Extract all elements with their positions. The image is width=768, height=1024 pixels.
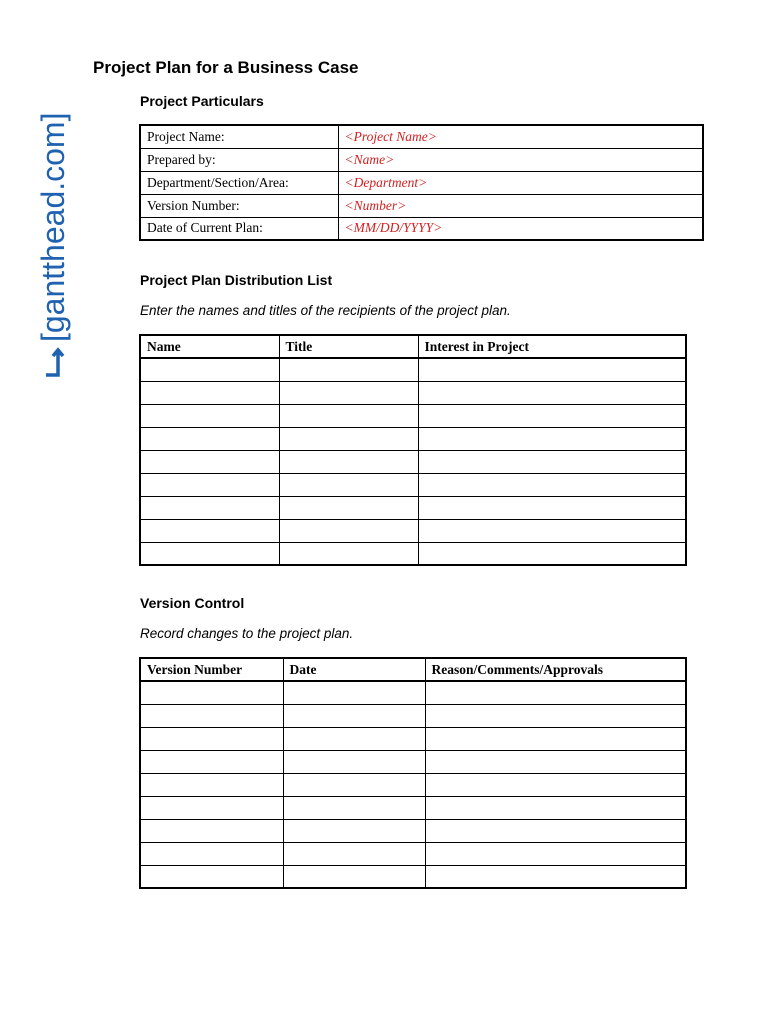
date-of-plan-field[interactable]: <MM/DD/YYYY> [338,217,703,240]
table-cell[interactable] [140,404,279,427]
table-cell[interactable] [140,750,283,773]
table-cell[interactable] [140,496,279,519]
table-row [140,496,686,519]
department-field[interactable]: <Department> [338,171,703,194]
table-cell[interactable] [425,819,686,842]
logo-text: [gantthead.com] [35,112,71,342]
table-cell[interactable] [140,727,283,750]
table-row [140,381,686,404]
date-of-plan-label: Date of Current Plan: [140,217,338,240]
table-row [140,404,686,427]
table-cell[interactable] [140,381,279,404]
table-cell[interactable] [418,519,686,542]
table-cell[interactable] [140,542,279,565]
table-cell[interactable] [425,750,686,773]
table-row [140,727,686,750]
table-row [140,704,686,727]
table-cell[interactable] [283,842,425,865]
version-control-instruction: Record changes to the project plan. [140,626,354,641]
project-name-field[interactable]: <Project Name> [338,125,703,148]
table-row [140,358,686,381]
table-cell[interactable] [140,773,283,796]
table-cell[interactable] [283,819,425,842]
table-row [140,865,686,888]
table-cell[interactable] [140,358,279,381]
table-cell[interactable] [283,727,425,750]
table-cell[interactable] [418,542,686,565]
table-row [140,542,686,565]
distribution-list-table [139,334,687,566]
department-label: Department/Section/Area: [140,171,338,194]
table-cell[interactable] [425,773,686,796]
table-cell[interactable] [425,842,686,865]
column-header-reason: Reason/Comments/Approvals [425,658,686,681]
column-header-interest: Interest in Project [418,335,686,358]
table-cell[interactable] [279,496,418,519]
table-row [140,473,686,496]
table-cell[interactable] [418,496,686,519]
table-cell[interactable] [418,450,686,473]
table-cell[interactable] [425,704,686,727]
table-row [140,450,686,473]
table-row [140,819,686,842]
table-cell[interactable] [418,427,686,450]
table-row [140,681,686,704]
table-cell[interactable] [283,704,425,727]
table-cell[interactable] [279,404,418,427]
table-cell[interactable] [425,681,686,704]
table-cell[interactable] [140,865,283,888]
table-cell[interactable] [140,427,279,450]
prepared-by-label: Prepared by: [140,148,338,171]
table-row [140,519,686,542]
version-number-label: Version Number: [140,194,338,217]
table-cell[interactable] [425,796,686,819]
table-row [140,796,686,819]
table-cell[interactable] [283,681,425,704]
table-cell[interactable] [283,796,425,819]
table-cell[interactable] [283,865,425,888]
project-particulars-heading: Project Particulars [140,93,264,109]
table-cell[interactable] [140,819,283,842]
table-cell[interactable] [425,727,686,750]
table-cell[interactable] [279,358,418,381]
table-cell[interactable] [279,427,418,450]
distribution-list-heading: Project Plan Distribution List [140,272,333,288]
project-name-label: Project Name: [140,125,338,148]
table-row [140,217,703,240]
table-row [140,750,686,773]
table-cell[interactable] [425,865,686,888]
document-title: Project Plan for a Business Case [93,58,359,77]
gantthead-logo [6,50,71,380]
logo-arrow-icon [46,350,63,375]
table-row [140,842,686,865]
table-row [140,194,703,217]
column-header-version-number: Version Number [140,658,283,681]
table-cell[interactable] [283,773,425,796]
table-cell[interactable] [140,842,283,865]
table-row [140,125,703,148]
version-number-field[interactable]: <Number> [338,194,703,217]
table-cell[interactable] [140,704,283,727]
table-cell[interactable] [279,450,418,473]
table-cell[interactable] [418,358,686,381]
table-row [140,171,703,194]
table-cell[interactable] [418,473,686,496]
table-cell[interactable] [279,381,418,404]
table-cell[interactable] [418,381,686,404]
column-header-date: Date [283,658,425,681]
gantthead-logo-mark [6,50,71,380]
distribution-list-instruction: Enter the names and titles of the recipients of the project plan. [140,303,511,318]
table-row [140,148,703,171]
table-cell[interactable] [140,796,283,819]
version-control-table [139,657,687,889]
table-cell[interactable] [140,681,283,704]
table-cell[interactable] [279,519,418,542]
project-particulars-table [139,124,704,241]
table-cell[interactable] [140,473,279,496]
column-header-title: Title [279,335,418,358]
table-header-row [140,658,686,681]
table-row [140,427,686,450]
table-cell[interactable] [279,542,418,565]
table-header-row [140,335,686,358]
prepared-by-field[interactable]: <Name> [338,148,703,171]
version-control-heading: Version Control [140,595,245,611]
table-cell[interactable] [140,519,279,542]
table-cell[interactable] [140,450,279,473]
table-cell[interactable] [279,473,418,496]
table-row [140,773,686,796]
table-cell[interactable] [418,404,686,427]
column-header-name: Name [140,335,279,358]
table-cell[interactable] [283,750,425,773]
